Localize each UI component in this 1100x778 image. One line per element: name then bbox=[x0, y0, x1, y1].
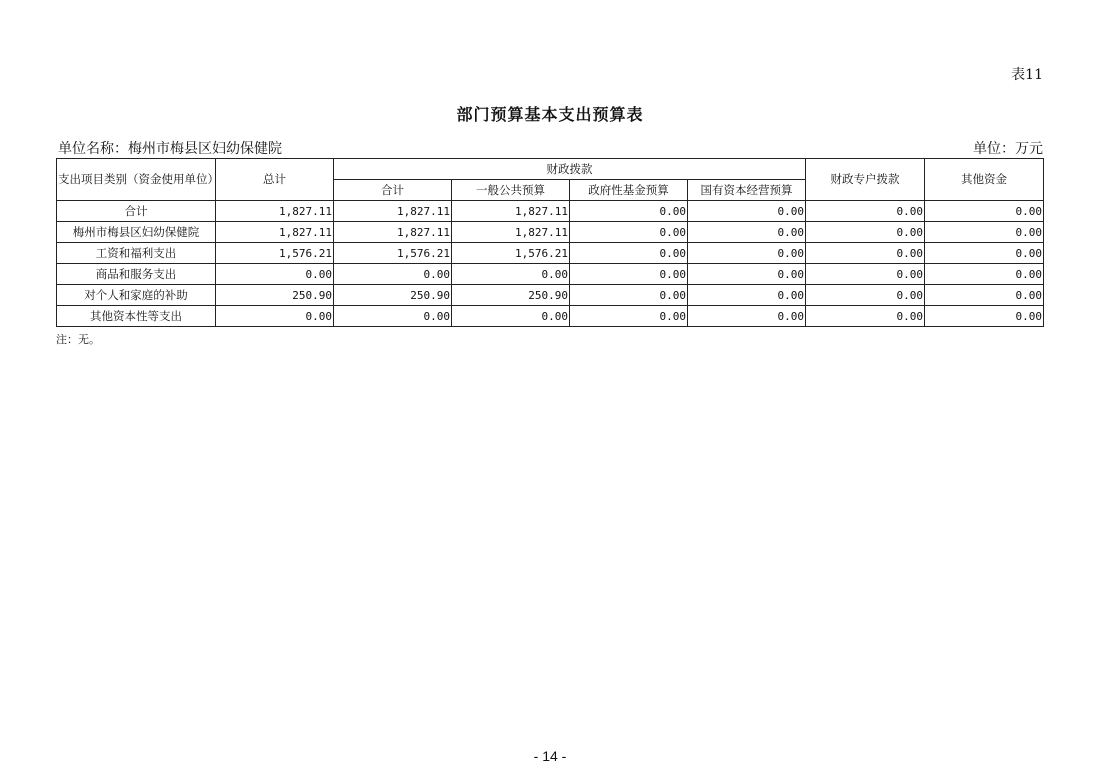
cell-state-capital: 0.00 bbox=[688, 264, 806, 285]
cell-other-funds: 0.00 bbox=[925, 306, 1044, 327]
unit-label: 单位：万元 bbox=[973, 141, 1043, 157]
cell-other-funds: 0.00 bbox=[925, 201, 1044, 222]
cell-fiscal-subtotal: 1,827.11 bbox=[334, 201, 452, 222]
cell-general-public: 250.90 bbox=[452, 285, 570, 306]
cell-government-fund: 0.00 bbox=[570, 222, 688, 243]
cell-total: 1,576.21 bbox=[216, 243, 334, 264]
cell-general-public: 0.00 bbox=[452, 306, 570, 327]
cell-other-funds: 0.00 bbox=[925, 264, 1044, 285]
row-category: 其他资本性等支出 bbox=[57, 306, 216, 327]
cell-fiscal-subtotal: 0.00 bbox=[334, 306, 452, 327]
cell-fiscal-subtotal: 250.90 bbox=[334, 285, 452, 306]
cell-general-public: 1,576.21 bbox=[452, 243, 570, 264]
budget-table bbox=[56, 158, 1044, 327]
cell-other-funds: 0.00 bbox=[925, 285, 1044, 306]
table-row bbox=[57, 306, 1044, 327]
cell-fiscal-subtotal: 0.00 bbox=[334, 264, 452, 285]
cell-other-funds: 0.00 bbox=[925, 222, 1044, 243]
cell-government-fund: 0.00 bbox=[570, 285, 688, 306]
cell-government-fund: 0.00 bbox=[570, 264, 688, 285]
cell-special-account: 0.00 bbox=[806, 285, 925, 306]
table-body bbox=[57, 201, 1044, 327]
cell-total: 0.00 bbox=[216, 264, 334, 285]
cell-fiscal-subtotal: 1,827.11 bbox=[334, 222, 452, 243]
cell-general-public: 0.00 bbox=[452, 264, 570, 285]
cell-fiscal-subtotal: 1,576.21 bbox=[334, 243, 452, 264]
cell-general-public: 1,827.11 bbox=[452, 222, 570, 243]
header-state-capital: 国有资本经营预算 bbox=[688, 180, 806, 201]
header-total: 总计 bbox=[216, 159, 334, 201]
page-title: 部门预算基本支出预算表 bbox=[456, 105, 644, 124]
table-row bbox=[57, 285, 1044, 306]
cell-government-fund: 0.00 bbox=[570, 306, 688, 327]
row-category: 对个人和家庭的补助 bbox=[57, 285, 216, 306]
header-general-public: 一般公共预算 bbox=[452, 180, 570, 201]
table-row bbox=[57, 222, 1044, 243]
row-category: 工资和福利支出 bbox=[57, 243, 216, 264]
header-fiscal-group: 财政拨款 bbox=[334, 159, 806, 180]
header-category: 支出项目类别（资金使用单位） bbox=[57, 159, 216, 201]
cell-total: 250.90 bbox=[216, 285, 334, 306]
header-government-fund: 政府性基金预算 bbox=[570, 180, 688, 201]
cell-total: 0.00 bbox=[216, 306, 334, 327]
header-other-funds: 其他资金 bbox=[925, 159, 1044, 201]
cell-state-capital: 0.00 bbox=[688, 285, 806, 306]
header-fiscal-subtotal: 合计 bbox=[334, 180, 452, 201]
cell-state-capital: 0.00 bbox=[688, 243, 806, 264]
cell-government-fund: 0.00 bbox=[570, 243, 688, 264]
cell-special-account: 0.00 bbox=[806, 243, 925, 264]
table-row bbox=[57, 243, 1044, 264]
table-number: 表11 bbox=[1011, 67, 1043, 83]
row-category: 梅州市梅县区妇幼保健院 bbox=[57, 222, 216, 243]
table-row bbox=[57, 201, 1044, 222]
header-special-account: 财政专户拨款 bbox=[806, 159, 925, 201]
cell-special-account: 0.00 bbox=[806, 222, 925, 243]
row-category: 商品和服务支出 bbox=[57, 264, 216, 285]
page-number: - 14 - bbox=[533, 748, 567, 764]
cell-other-funds: 0.00 bbox=[925, 243, 1044, 264]
cell-total: 1,827.11 bbox=[216, 222, 334, 243]
cell-total: 1,827.11 bbox=[216, 201, 334, 222]
row-category: 合计 bbox=[57, 201, 216, 222]
table-note: 注：无。 bbox=[56, 333, 100, 346]
cell-state-capital: 0.00 bbox=[688, 201, 806, 222]
cell-state-capital: 0.00 bbox=[688, 222, 806, 243]
cell-general-public: 1,827.11 bbox=[452, 201, 570, 222]
cell-special-account: 0.00 bbox=[806, 201, 925, 222]
cell-government-fund: 0.00 bbox=[570, 201, 688, 222]
unit-name: 单位名称：梅州市梅县区妇幼保健院 bbox=[58, 141, 282, 157]
cell-special-account: 0.00 bbox=[806, 264, 925, 285]
cell-special-account: 0.00 bbox=[806, 306, 925, 327]
cell-state-capital: 0.00 bbox=[688, 306, 806, 327]
table-row bbox=[57, 264, 1044, 285]
